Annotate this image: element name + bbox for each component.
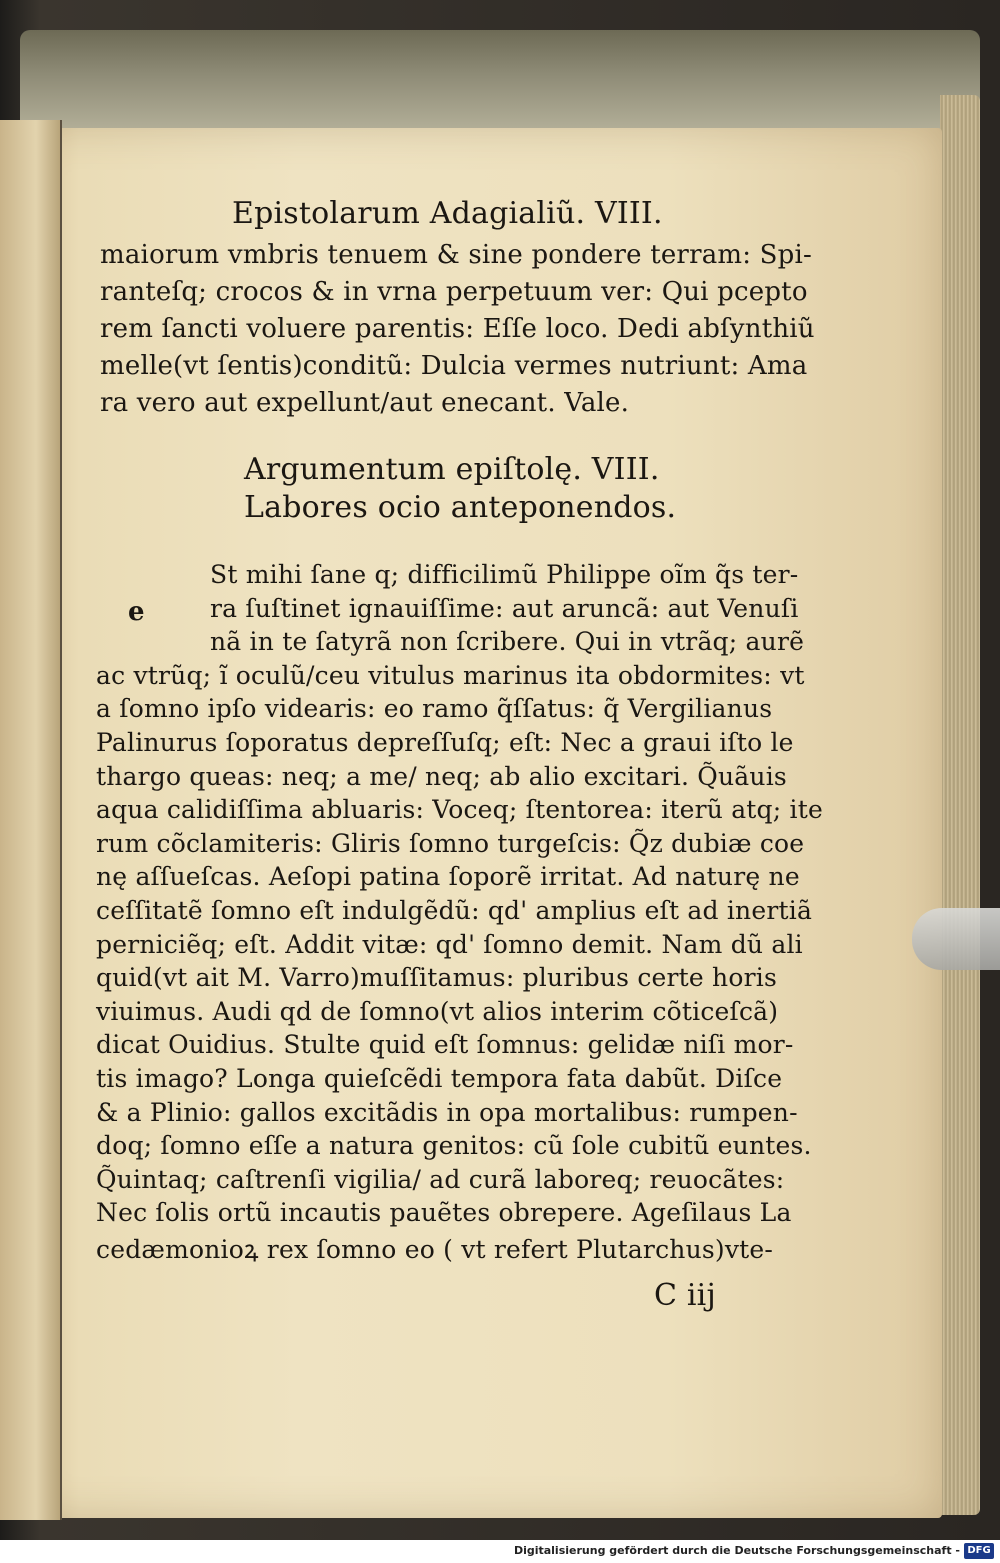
signature-mark: C iij: [654, 1278, 716, 1313]
letter-line: nę aſſueſcas. Aeſopi patina ſoporẽ irritat. Ad naturę ne: [96, 862, 800, 892]
body-line: ranteſq; crocos & in vrna perpetuum ver: Qui pcepto: [100, 277, 808, 307]
body-line: ra vero aut expellunt/aut enecant. Vale.: [100, 388, 630, 418]
letter-line: a ſomno ipſo videaris: eo ramo q̃ſſatus: q̃ Vergilianus: [96, 694, 773, 724]
letter-line: St mihi ſane q; difficilimũ Philippe oĩm q̃s ter-: [210, 560, 799, 589]
letter-line: aqua calidiſſima abluaris: Voceq; ſtentorea: iterũ atq; ite: [96, 795, 823, 825]
body-line: maiorum vmbris tenuem & sine pondere terram: Spi-: [100, 240, 813, 270]
letter-line: cedæmonioꝝ rex ſomno eo ( vt refert Plutarchus)vte-: [96, 1235, 774, 1264]
letter-line: ra ſuſtinet ignauiſſime: aut aruncã: aut Venuſi: [210, 593, 799, 623]
letter-line: viuimus. Audi qd de ſomno(vt alios interim cõticeſcã): [96, 996, 779, 1026]
letter-line: tis imago? Longa quieſcẽdi tempora fata dabũt. Diſce: [96, 1064, 783, 1093]
letter-line: dicat Ouidius. Stulte quid eſt ſomnus: gelidæ niſi mor-: [96, 1030, 794, 1060]
letter-line: Q̃uintaq; caſtrenſi vigilia/ ad curã laboreq; reuocãtes:: [96, 1164, 785, 1194]
letter-line: ac vtrũq; ĩ oculũ/ceu vitulus marinus ita obdormites: vt: [96, 660, 805, 690]
letter-line: ceſſitatẽ ſomno eſt indulgẽdũ: qd' amplius eſt ad inertiã: [96, 896, 813, 925]
letter-line: Palinurus ſoporatus depreſſuſq; eſt: Nec a graui iſto le: [96, 728, 794, 757]
letter-line: Nec ſolis ortũ incautis pauẽtes obrepere. Ageſilaus La: [96, 1198, 792, 1228]
digitization-footer: [0, 1540, 1000, 1563]
funding-credit: Digitalisierung gefördert durch die Deutsche Forschungsgemeinschaft -: [513, 1544, 960, 1557]
letter-line: thargo queas: neq; a me/ neq; ab alio excitari. Q̃uãuis: [96, 761, 787, 791]
running-head: Epistolarum Adagialiũ. VIII.: [232, 196, 663, 231]
letter-line: doq; ſomno eſſe a natura genitos: cũ ſole cubitũ euntes.: [96, 1131, 812, 1161]
marginal-letter: e: [128, 597, 145, 627]
argument-subtitle: Labores ocio anteponendos.: [244, 490, 677, 525]
letter-line: nã in te ſatyrã non ſcribere. Qui in vtrãq; aurẽ: [210, 627, 805, 657]
letter-line: rum cõclamiteris: Gliris ſomno turgeſcis: Q̃z dubiæ coe: [96, 828, 805, 858]
letter-line: quid(vt ait M. Varro)muſſitamus: pluribus certe horis: [96, 963, 777, 993]
body-line: melle(vt ſentis)conditũ: Dulcia vermes nutriunt: Ama: [100, 351, 808, 381]
letter-line: perniciẽq; eſt. Addit vitæ: qd' ſomno demit. Nam dũ ali: [96, 929, 803, 959]
argument-title: Argumentum epiſtolę. VIII.: [244, 452, 660, 487]
letter-line: & a Plinio: gallos excitãdis in opa mortalibus: rumpen-: [96, 1097, 798, 1127]
dfg-logo: DFG: [964, 1543, 994, 1559]
body-line: rem ſancti voluere parentis: Eſſe loco. Dedi abſynthiũ: [100, 314, 815, 344]
